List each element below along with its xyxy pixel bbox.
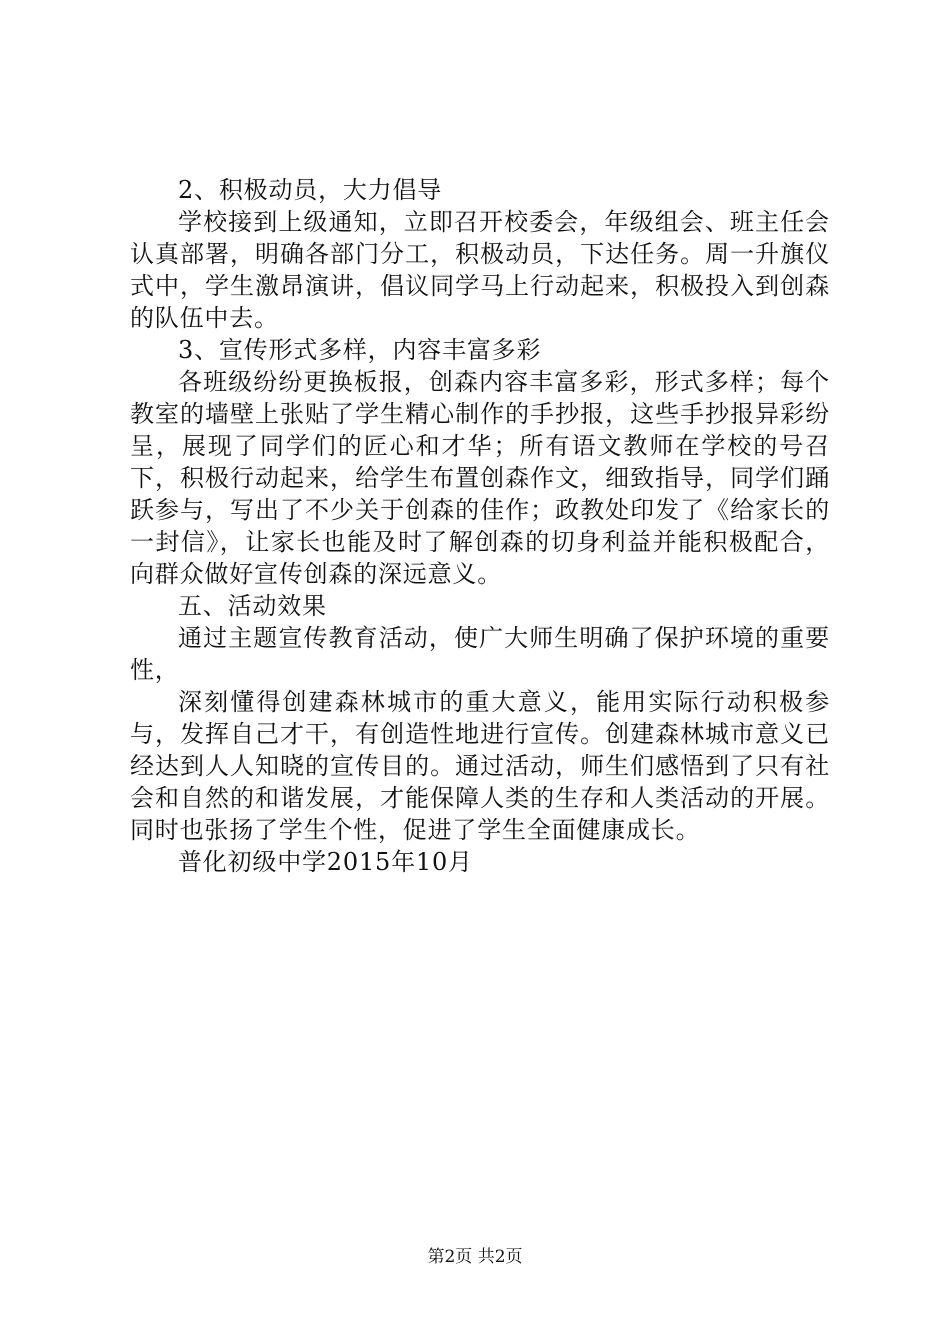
signature-line: 普化初级中学2015年10月 (178, 848, 473, 876)
paragraph: 学校接到上级通知，立即召开校委会，年级组会、班主任会认真部署，明确各部门分工，积极动员，下达任务。周一升旗仪式中，学生激昂演讲，倡议同学马上行动起来，积极投入到创森的队伍中去。 (130, 208, 830, 332)
section-heading: 2、积极动员，大力倡导 (178, 176, 443, 204)
paragraph: 各班级纷纷更换板报，创森内容丰富多彩，形式多样；每个教室的墙壁上张贴了学生精心制作的手抄报，这些手抄报异彩纷呈，展现了同学们的匠心和才华；所有语文教师在学校的号召下，积极行动起来，给学生布置创森作文，细致指导，同学们踊跃参与，写出了不少关于创森的佳作；政教处印发了《给家长的一封信》，让家长也能及时了解创森的切身利益并能积极配合，向群众做好宣传创森的深远意义。 (130, 368, 830, 588)
paragraph: 通过主题宣传教育活动，使广大师生明确了保护环境的重要性， (130, 624, 830, 684)
section-heading: 五、活动效果 (178, 592, 327, 620)
paragraph: 深刻懂得创建森林城市的重大意义，能用实际行动积极参与，发挥自己才干，有创造性地进行宣传。创建森林城市意义已经达到人人知晓的宣传目的。通过活动，师生们感悟到了只有社会和自然的和谐发展，才能保障人类的生存和人类活动的开展。同时也张扬了学生个性，促进了学生全面健康成长。 (130, 688, 830, 844)
document-body (130, 174, 830, 878)
section-heading: 3、宣传形式多样，内容丰富多彩 (178, 336, 542, 364)
page-footer: 第2页 共2页 (427, 1247, 523, 1267)
